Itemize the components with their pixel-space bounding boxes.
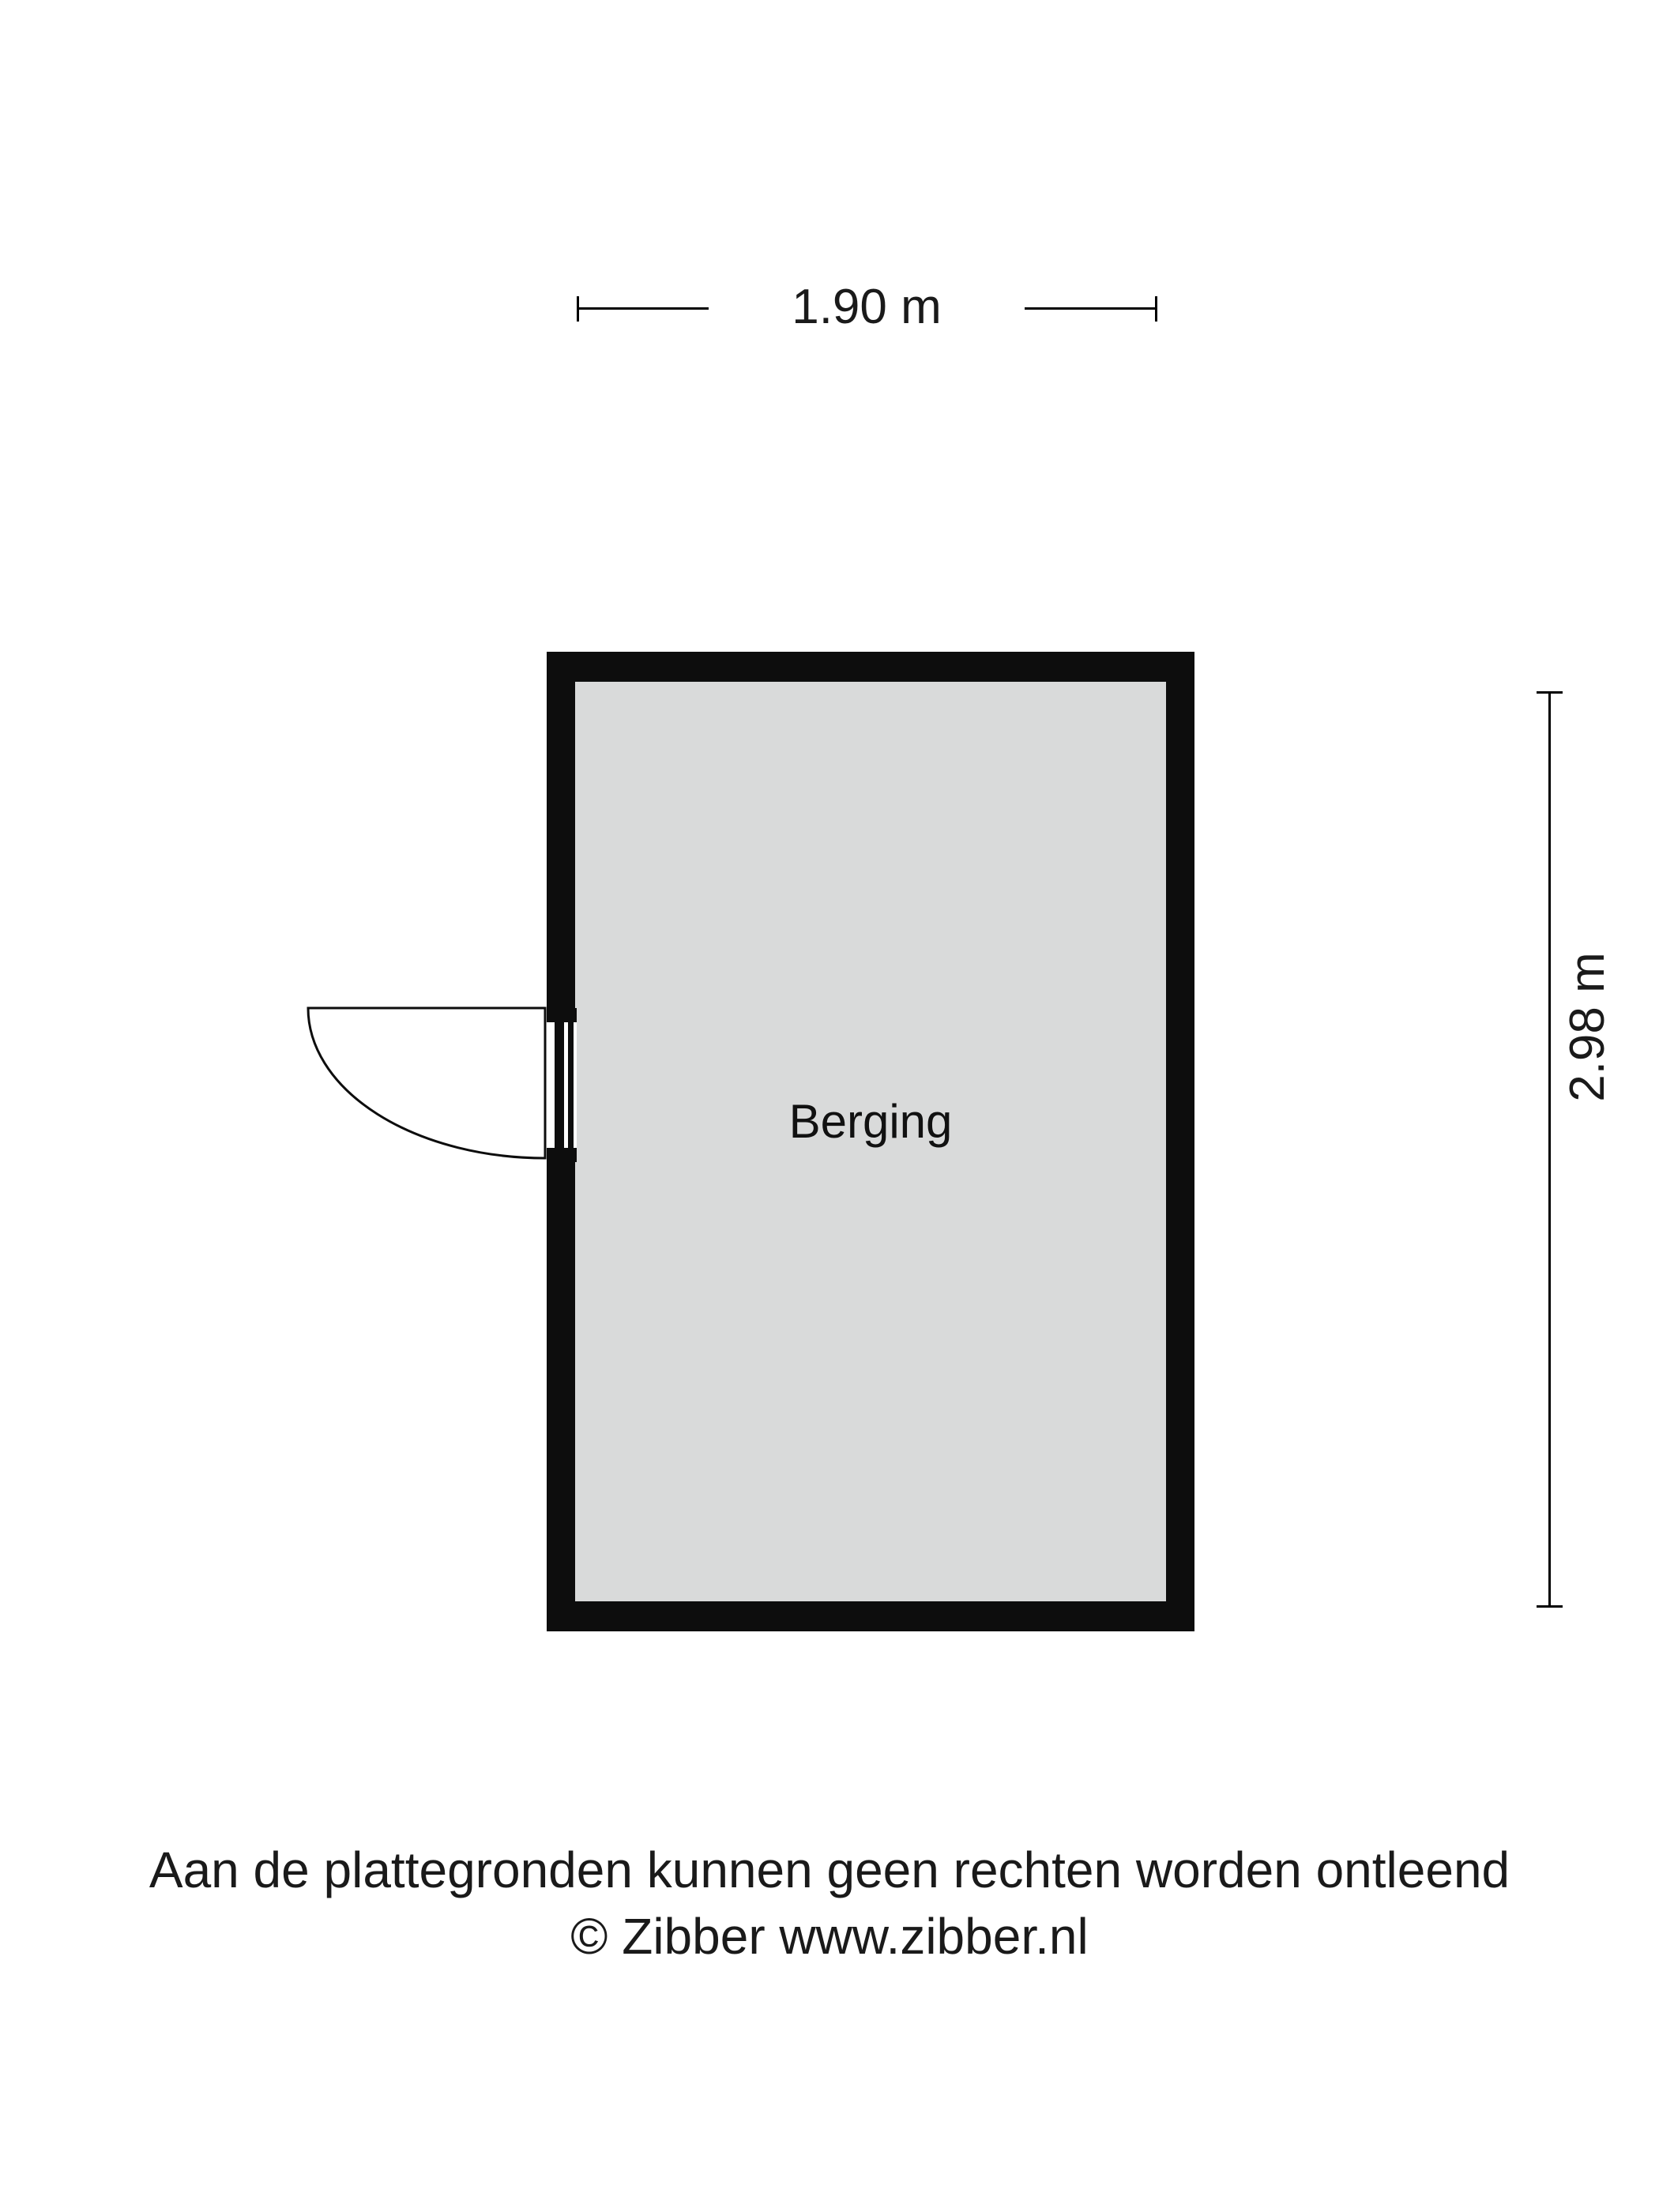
room-label-berging: Berging [788,1095,953,1148]
floorplan-drawing [547,652,1194,1647]
door-jamb-bottom [547,1148,577,1162]
dimension-height [1501,691,1615,1608]
footer [0,1837,1659,1969]
door-leaf [555,1022,564,1148]
footer-copyright: © Zibber www.zibber.nl [570,1908,1089,1965]
dimension-width [577,273,1157,367]
dimension-width-cap-right [1155,296,1157,322]
door-frame-inner [568,1022,574,1148]
door-jamb-top [547,1008,577,1022]
door-swing-arc-icon [294,1002,555,1164]
dimension-width-cap-left [577,296,579,322]
dimension-height-line [1548,691,1551,1608]
dimension-height-label: 2.98 m [1552,869,1623,1185]
dimension-height-cap-top [1537,691,1563,694]
dimension-width-label: 1.90 m [709,273,1025,342]
dimension-height-cap-bottom [1537,1605,1563,1608]
footer-disclaimer: Aan de plattegronden kunnen geen rechten worden ontleend [149,1841,1510,1898]
